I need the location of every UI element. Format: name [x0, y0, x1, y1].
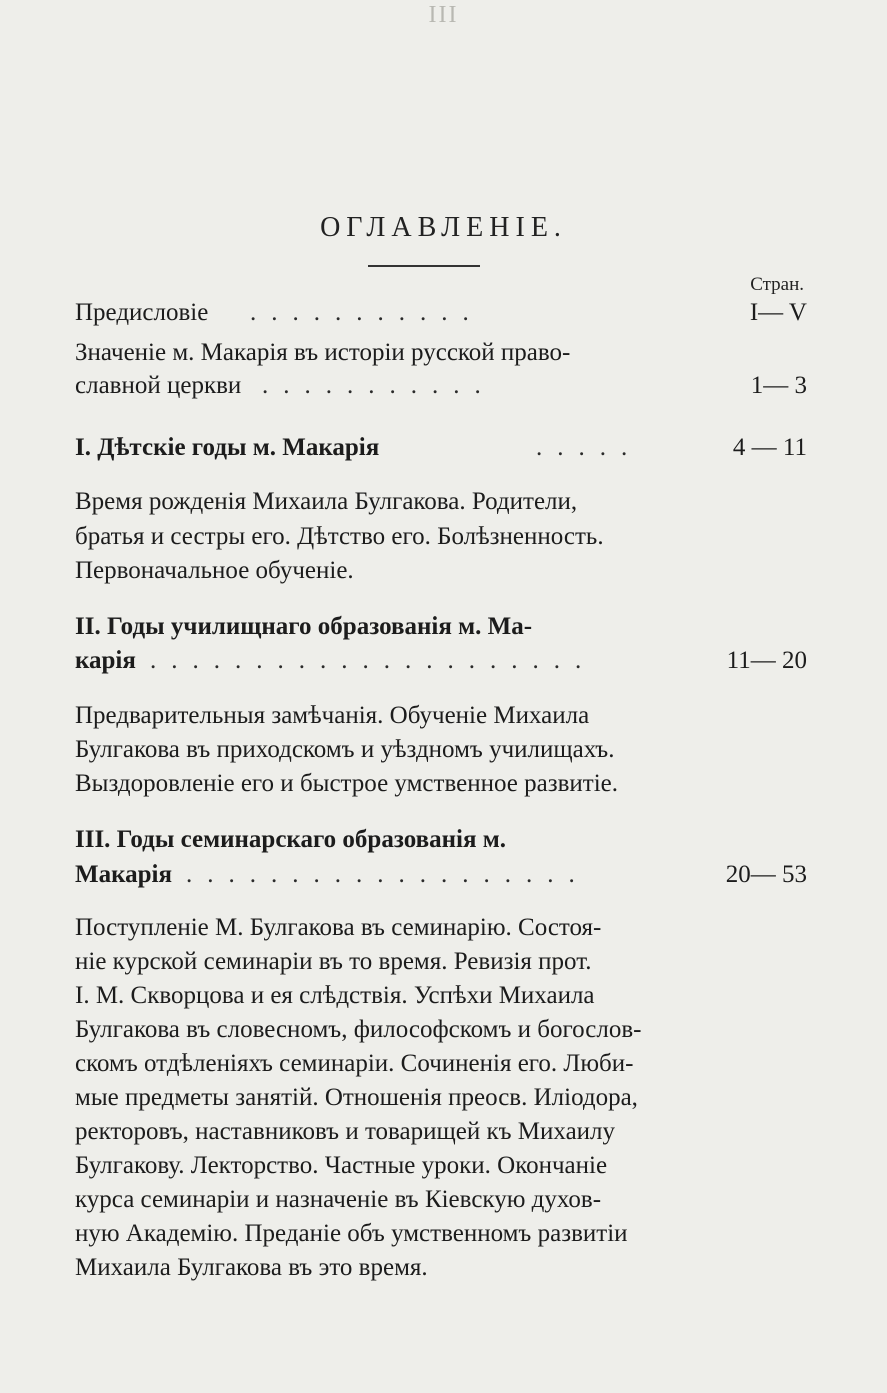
entry-title-line1: Значеніе м. Макарія въ исторіи русской право- — [75, 339, 571, 366]
chapter-title-line2: карія — [75, 647, 136, 674]
chapter-3-summary-line: скомъ отдѣленіяхъ семинаріи. Сочиненія его. Люби- — [75, 1050, 634, 1077]
leader-dots: ................... — [186, 861, 590, 888]
toc-chapter-1 — [0, 428, 887, 468]
chapter-3-summary-line: Поступленіе М. Булгакова въ семинарію. Состоя- — [75, 914, 602, 941]
entry-pages: I— V — [749, 299, 807, 326]
chapter-3-summary-line: І. М. Скворцова и ея слѣдствія. Успѣхи Михаила — [75, 982, 595, 1009]
leader-dots: ..... — [536, 434, 643, 461]
leader-dots: ........... — [262, 372, 496, 399]
chapter-3-summary-line: курса семинаріи и назначеніе въ Кіевскую духов- — [75, 1186, 602, 1213]
chapter-2-summary-line: Булгакова въ приходскомъ и уѣздномъ училищахъ. — [75, 736, 615, 763]
entry-title: Предисловіе — [75, 299, 209, 326]
chapter-2-summary-line: Выздоровленіе его и быстрое умственное развитіе. — [75, 770, 618, 797]
chapter-1-summary-line: братья и сестры его. Дѣтство его. Болѣзненность. — [75, 523, 604, 550]
chapter-3-summary-line: ректоровъ, наставниковъ и товарищей къ Михаилу — [75, 1118, 616, 1145]
chapter-title-line2: Макарія — [75, 861, 172, 888]
chapter-pages: 4 — 11 — [732, 434, 807, 461]
page-number: III — [428, 2, 459, 28]
chapter-3-summary-line: мые предметы занятій. Отношенія преосв. Иліодора, — [75, 1084, 638, 1111]
chapter-3-summary-line: ніе курской семинаріи въ то время. Ревизія прот. — [75, 948, 592, 975]
chapter-2-summary-line: Предварительныя замѣчанія. Обученіе Михаила — [75, 702, 590, 729]
toc-chapter-3-line1 — [0, 820, 887, 860]
leader-dots: ..................... — [150, 647, 597, 674]
entry-pages: 1— 3 — [750, 372, 807, 399]
chapter-pages: 20— 53 — [725, 861, 807, 888]
toc-entry-significance-line2 — [0, 366, 887, 406]
chapter-3-summary-line: ную Академію. Преданіе объ умственномъ развитіи — [75, 1220, 628, 1247]
chapter-3-summary-line: Булгакова въ словесномъ, философскомъ и богослов- — [75, 1016, 642, 1043]
toc-entry-preface — [0, 293, 887, 333]
chapter-1-summary-line: Первоначальное обученіе. — [75, 557, 354, 584]
page-title: ОГЛАВЛЕНІЕ. — [320, 212, 567, 243]
chapter-title-line1: III. Годы семинарскаго образованія м. — [75, 826, 507, 853]
entry-title-line2: славной церкви — [75, 372, 242, 399]
leader-dots: ........... — [250, 299, 484, 326]
chapter-title-line1: II. Годы училищнаго образованія м. Ма- — [75, 613, 533, 640]
chapter-pages: 11— 20 — [726, 647, 807, 674]
chapter-1-summary-line: Время рожденія Михаила Булгакова. Родители, — [75, 488, 578, 515]
pages-column-header: Стран. — [750, 274, 804, 295]
chapter-3-summary-line: Михаила Булгакова въ это время. — [75, 1254, 428, 1281]
toc-chapter-2-line2 — [0, 641, 887, 681]
toc-chapter-3-line2 — [0, 855, 887, 895]
chapter-title: I. Дѣтскіе годы м. Макарія — [75, 434, 380, 461]
title-rule — [368, 265, 480, 267]
chapter-3-summary-line: Булгакову. Лекторство. Частные уроки. Окончаніе — [75, 1152, 608, 1179]
